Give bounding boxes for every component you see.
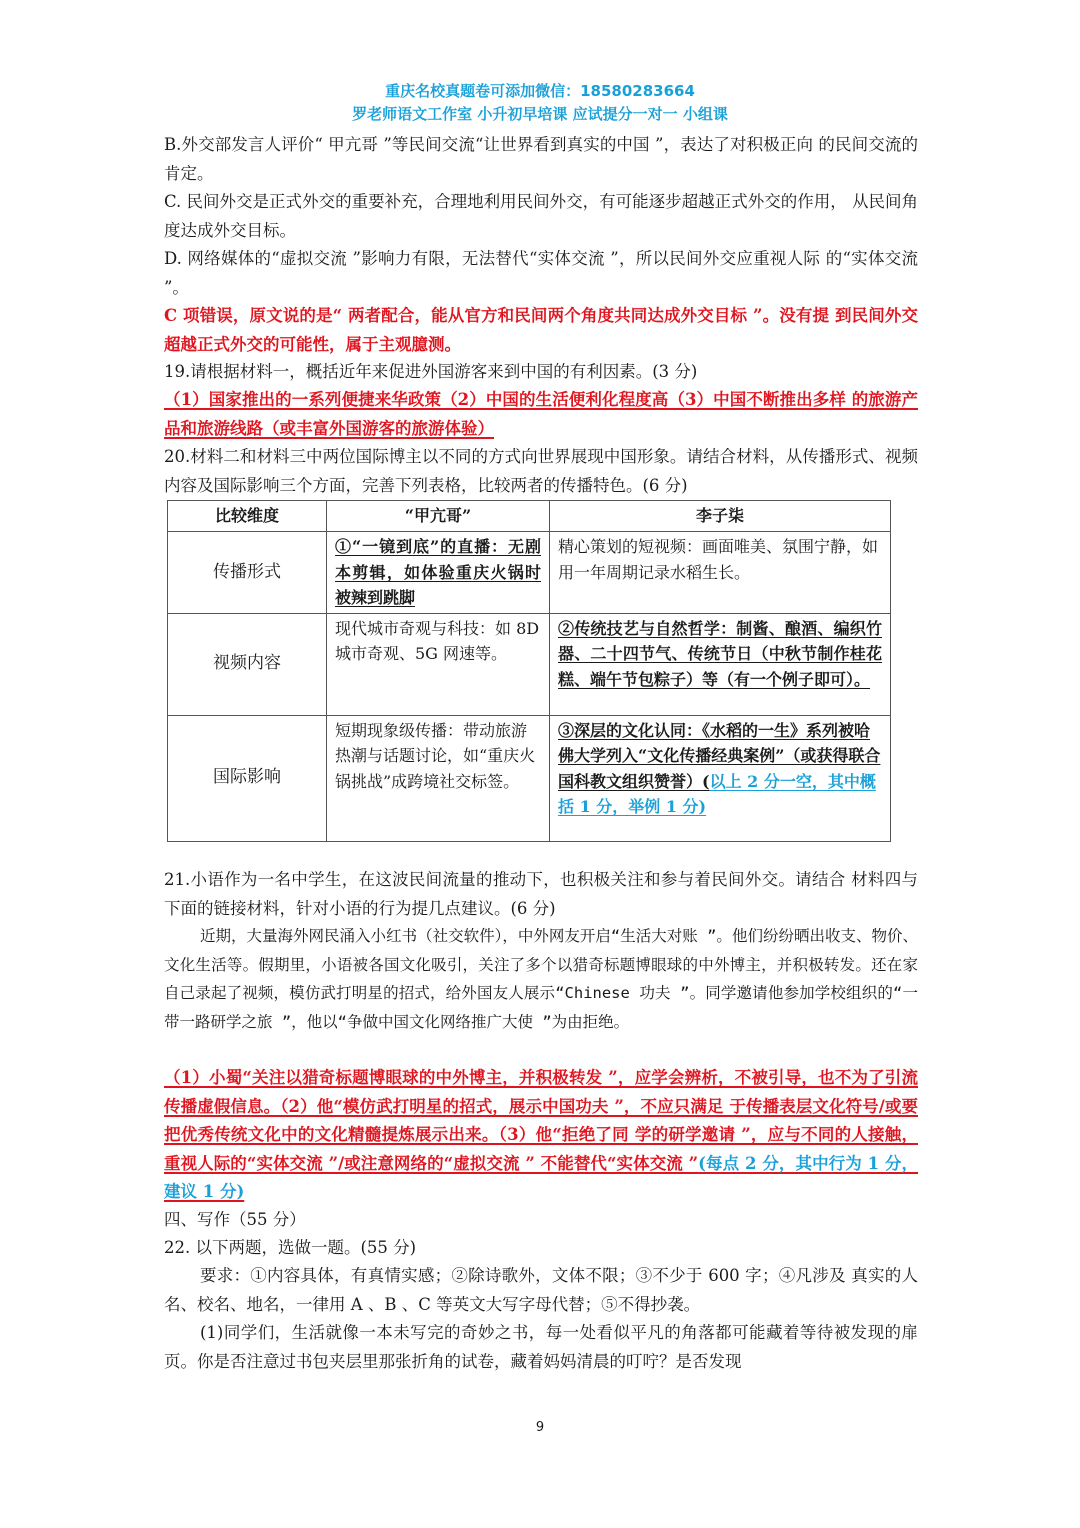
table-cell: 短期现象级传播：带动旅游热潮与话题讨论，如“重庆火锅挑战”成跨境社交标签。 (327, 715, 550, 841)
answer-18: C 项错误，原文说的是“ 两者配合，能从官方和民间两个角度共同达成外交目标 ”。没有提 到民间外交超越正式外交的可能性，属于主观臆测。 (164, 306, 918, 354)
table-cell: 精心策划的短视频：画面唯美、氛围宁静，如用一年周期记录水稻生长。 (550, 532, 891, 614)
answer-21 (164, 1064, 918, 1207)
table-header-row (168, 501, 891, 532)
score-note: 以上 2 分一空，其中概括 1 分，举例 1 分) (558, 771, 876, 816)
question-21: 21.小语作为一名中学生，在这波民间流量的推动下，也积极关注和参与着民间外交。请结合 材料四与下面的链接材料，针对小语的行为提几点建议。(6 分) (164, 870, 918, 918)
table-row (168, 532, 891, 614)
writing-prompt-1: (1)同学们，生活就像一本未写完的奇妙之书，每一处看似平凡的角落都可能藏着等待被发现的扉页。你是否注意过书包夹层里那张折角的试卷，藏着妈妈清晨的叮咛？是否发现 (164, 1323, 918, 1371)
comparison-table (167, 500, 891, 842)
table-cell: ②传统技艺与自然哲学：制酱、酿酒、编织竹器、二十四节气、传统节日（中秋节制作桂花糕、端午节包粽子）等（有一个例子即可）。 (550, 613, 891, 715)
option-b: B.外交部发言人评价“ 甲亢哥 ”等民间交流“让世界看到真实的中国 ”，表达了对积极正向 的民间交流的肯定。 (164, 135, 918, 183)
answer-19-text: （1）国家推出的一系列便捷来华政策（2）中国的生活便利化程度高（3）中国不断推出多样 的旅游产品和旅游线路（或丰富外国游客的旅游体验） (164, 390, 918, 438)
table-row (168, 613, 891, 715)
section-writing: 四、写作（55 分） (164, 1210, 306, 1229)
writing-requirements: 要求：①内容具体，有真情实感；②除诗歌外，文体不限；③不少于 600 字；④凡涉及 真实的人名、校名、地名，一律用 A 、B 、C 等英文大写字母代替；⑤不得抄袭。 (164, 1266, 918, 1314)
header-studio: 罗老师语文工作室 小升初早培课 应试提分一对一 小组课 (352, 105, 728, 123)
answer-21-score-note: (每点 2 分，其中行为 1 分，建议 1 分) (164, 1153, 919, 1201)
answer-21-text: （1）小蜀“关注以猎奇标题博眼球的中外博主，并积极转发 ”，应学会辨析，不被引导，也不为了引流传播虚假信息。（2）他“模仿武打明星的招式，展示中国功夫 ”，不应只满足 于传播表层文化符号/或要把优秀传统文化中的文化精髓提炼展示出来。（3）他“拒绝了同 学的研学邀请 ”，应与不同的人接触，重视人际的“实体交流 ”/或注意网络的“虚拟交流 ” 不能替代“实体交流 ” (164, 1068, 918, 1173)
question-19: 19.请根据材料一，概括近年来促进外国游客来到中国的有利因素。(3 分) (164, 362, 698, 381)
option-c: C. 民间外交是正式外交的重要补充，合理地利用民间外交，有可能逐步超越正式外交的作用， 从民间角度达成外交目标。 (164, 192, 918, 240)
header-contact: 重庆名校真题卷可添加微信：18580283664 (385, 82, 695, 100)
link-material: 近期，大量海外网民涌入小红书（社交软件），中外网友开启“生活大对账 ”。他们纷纷晒出收支、物价、文化生活等。假期里，小语被各国文化吸引，关注了多个以猎奇标题博眼球的中外博主，并积极转发。还在家自己录起了视频，模仿武打明星的招式，给外国友人展示“Chinese 功夫 ”。同学邀请他参加学校组织的“一带一路研学之旅 ”，他以“争做中国文化网络推广大使 ”为由拒绝。 (164, 927, 918, 1031)
table-header: “甲亢哥” (327, 501, 550, 532)
table-header: 比较维度 (168, 501, 327, 532)
question-20: 20.材料二和材料三中两位国际博主以不同的方式向世界展现中国形象。请结合材料，从传播形式、视频内容及国际影响三个方面，完善下列表格，比较两者的传播特色。(6 分) (164, 447, 918, 495)
table-cell: ①“一镜到底”的直播：无剧本剪辑，如体验重庆火锅时被辣到跳脚 (327, 532, 550, 614)
table-cell: 现代城市奇观与科技：如 8D 城市奇观、5G 网速等。 (327, 613, 550, 715)
dimension-cell: 视频内容 (168, 613, 327, 715)
table-cell (550, 715, 891, 841)
table-row (168, 715, 891, 841)
table-header: 李子柒 (550, 501, 891, 532)
question-22: 22. 以下两题，选做一题。(55 分) (164, 1238, 417, 1257)
dimension-cell: 国际影响 (168, 715, 327, 841)
option-d: D. 网络媒体的“虚拟交流 ”影响力有限，无法替代“实体交流 ”，所以民间外交应重视人际 的“实体交流 ”。 (164, 249, 918, 297)
answer-19 (164, 386, 918, 443)
dimension-cell: 传播形式 (168, 532, 327, 614)
table-cell-answer: ③深层的文化认同：《水稻的一生》系列被哈佛大学列入“文化传播经典案例”（或获得联合国科教文组织赞誉）( (558, 720, 881, 791)
page-number: 9 (535, 1420, 545, 1435)
